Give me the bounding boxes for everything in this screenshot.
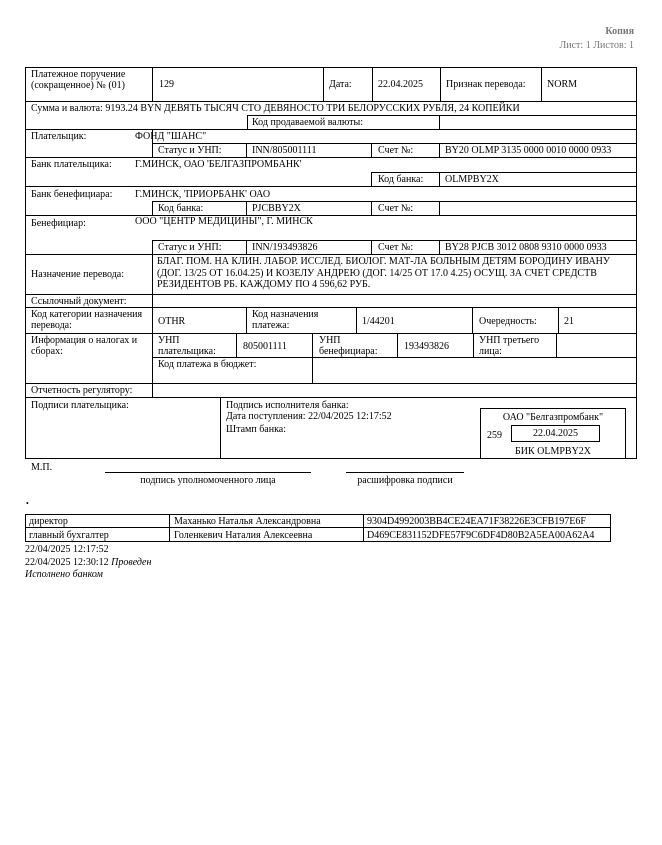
taxes-beneficiary-unp: 193493826 — [404, 341, 449, 352]
beneficiary-bank-code-label: Код банка: — [158, 203, 204, 214]
payer-name: ФОНД "ШАНС" — [135, 131, 207, 142]
payer-status-unp-label: Статус и УНП: — [158, 145, 222, 156]
category-label: Код категории назначения перевода: — [31, 309, 143, 331]
footer-executed: Исполнено банком — [25, 569, 103, 580]
order-title-label: Платежное поручение (сокращенное) № (01) — [31, 69, 126, 91]
payer-account-label: Счет №: — [378, 145, 414, 156]
amount-text: Сумма и валюта: 9193.24 BYN ДЕВЯТЬ ТЫСЯЧ СТО ДЕВЯНОСТО ТРИ БЕЛОРУССКИХ РУБЛЯ, 24 КОПЕЙКИ — [31, 103, 520, 114]
regulator-label: Отчетность регулятору: — [31, 385, 133, 396]
priority: 21 — [564, 316, 574, 327]
taxes-payer-unp: 805001111 — [243, 341, 287, 352]
footer-time-1: 22/04/2025 12:17:52 — [25, 544, 109, 555]
sheet-info: Лист: 1 Листов: 1 — [559, 40, 634, 51]
order-number: 129 — [159, 79, 174, 90]
beneficiary-bank-code: PJCBBY2X — [252, 203, 301, 214]
beneficiary-unp: INN/193493826 — [252, 242, 318, 253]
payer-unp: INN/805001111 — [252, 145, 317, 156]
stamp-date: 22.04.2025 — [511, 425, 600, 442]
order-date: 22.04.2025 — [378, 79, 423, 90]
transfer-sign: NORM — [547, 79, 578, 90]
bank-executor-signature-label: Подпись исполнителя банка: — [226, 400, 349, 411]
budget-code-label: Код платежа в бюджет: — [158, 359, 257, 370]
payer-label: Плательщик: — [31, 131, 87, 142]
signer-role: главный бухгалтер — [29, 530, 109, 541]
mp-label: М.П. — [31, 462, 53, 473]
signer-hash: 9304D4992003BB4CE24EA71F38226E3CFB197E6F — [367, 516, 586, 527]
bank-stamp-label: Штамп банка: — [226, 424, 286, 435]
payer-signatures-label: Подписи плательщика: — [31, 400, 129, 411]
signature-decoding-caption: расшифровка подписи — [357, 475, 453, 486]
payer-bank-name: Г.МИНСК, ОАО 'БЕЛГАЗПРОМБАНК' — [135, 159, 302, 170]
payer-unp-label: УНП плательщика: — [158, 335, 216, 357]
purpose-code-label: Код назначения платежа: — [252, 309, 319, 331]
beneficiary-unp-label: УНП бенефициара: — [319, 335, 378, 357]
payer-account: BY20 OLMP 3135 0000 0010 0000 0933 — [445, 145, 612, 156]
purpose-text: БЛАГ. ПОМ. НА КЛИН. ЛАБОР. ИССЛЕД. БИОЛОГ. МАТ-ЛА БОЛЬНЫМ ДЕТЯМ БОРОДИНУ ИВАНУ (ДОГ. 13/25 ОТ 16.04.25) И КОЗЕЛУ АНДРЕЮ (ДОГ. 14/25 ОТ 17.0 4.25) ОСУЩ. ЗА СЧЕТ СРЕДСТВ РЕЗИДЕНТОВ РБ. КАЖДОМУ ПО 4 596,62 РУБ. — [157, 256, 610, 290]
bullet-mark: • — [26, 499, 29, 508]
beneficiary-name: ООО "ЦЕНТР МЕДИЦИНЫ", Г. МИНСК — [135, 216, 313, 227]
copy-label: Копия — [605, 26, 634, 37]
purpose-code: 1/44201 — [362, 316, 395, 327]
signer-name: Голенкевич Наталия Алексеевна — [174, 530, 313, 541]
taxes-label: Информация о налогах и сборах: — [31, 335, 138, 357]
footer-time-2-line — [25, 557, 151, 568]
stamp-bik: БИК OLMPBY2X — [514, 446, 592, 457]
category-value: OTHR — [158, 316, 186, 327]
priority-label: Очередность: — [479, 316, 537, 327]
stamp-number: 259 — [487, 430, 502, 441]
transfer-sign-label: Признак перевода: — [446, 79, 526, 90]
authorized-signature-caption: подпись уполномоченного лица — [140, 475, 276, 486]
signer-hash: D469CE831152DFE57F9C6DF4D80B2A5EA00A62A4 — [367, 530, 595, 541]
payer-bank-code: OLMPBY2X — [445, 174, 499, 185]
payer-bank-code-label: Код банка: — [378, 174, 424, 185]
beneficiary-account: BY28 PJCB 3012 0808 9310 0000 0933 — [445, 242, 607, 253]
beneficiary-bank-label: Банк бенефициара: — [31, 189, 113, 200]
sold-currency-label: Код продаваемой валюты: — [252, 117, 364, 128]
beneficiary-account-label: Счет №: — [378, 242, 414, 253]
beneficiary-status-unp-label: Статус и УНП: — [158, 242, 222, 253]
stamp-bank-name: ОАО "Белгазпромбанк" — [502, 412, 604, 423]
third-party-unp-label: УНП третьего лица: — [479, 335, 540, 357]
footer-status: Проведен — [111, 557, 152, 568]
footer-time-2: 22/04/2025 12:30:12 — [25, 557, 109, 568]
reference-doc-label: Ссылочный документ: — [31, 296, 127, 307]
beneficiary-bank-name: Г.МИНСК, 'ПРИОРБАНК' ОАО — [135, 189, 271, 200]
payer-bank-label: Банк плательщика: — [31, 159, 112, 170]
signer-role: директор — [29, 516, 68, 527]
beneficiary-bank-account-label: Счет №: — [378, 203, 414, 214]
date-label: Дата: — [329, 79, 352, 90]
purpose-label: Назначение перевода: — [31, 269, 125, 280]
received-date: Дата поступления: 22/04/2025 12:17:52 — [226, 411, 392, 422]
beneficiary-label: Бенефициар: — [31, 218, 86, 229]
signer-name: Маханько Наталья Александровна — [174, 516, 321, 527]
